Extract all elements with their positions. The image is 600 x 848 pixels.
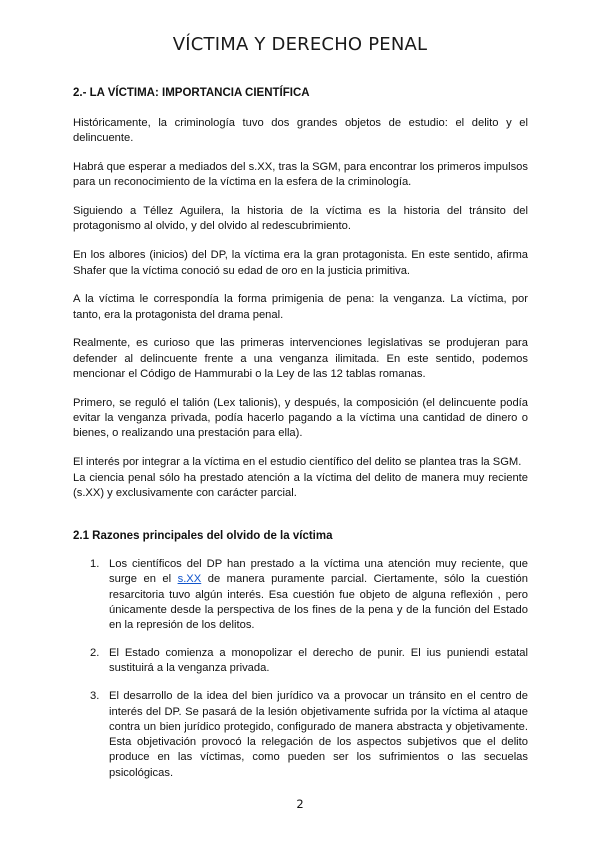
paragraph: En los albores (inicios) del DP, la víctima era la gran protagonista. En este sentido, afirma Shafer que la víctima conoció su edad de oro en la justicia primitiva. (73, 249, 528, 277)
paragraph: El interés por integrar a la víctima en el estudio científico del delito se plantea tras la SGM. (73, 456, 522, 469)
subsection-heading: 2.1 Razones principales del olvido de la víctima (73, 530, 333, 543)
paragraph: La ciencia penal sólo ha prestado atención a la víctima del delito de manera muy reciente (s.XX) y exclusivamente con carácter parcial. (73, 471, 528, 499)
page-number: 2 (296, 797, 304, 811)
document-body (73, 86, 528, 794)
paragraph: Siguiendo a Téllez Aguilera, la historia de la víctima es la historia del tránsito del protagonismo al olvido, y del olvido al redescubrimiento. (73, 205, 528, 233)
list-number: 3. (90, 690, 100, 703)
list-item-text (109, 557, 528, 633)
paragraph: Realmente, es curioso que las primeras intervenciones legislativas se produjeran para defender al delincuente frente a una venganza ilimitada. En este sentido, podemos mencionar el Código de Hammurabi o la Ley de las 12 tablas romanas. (73, 337, 528, 381)
list-item (73, 689, 528, 781)
list-item (73, 557, 528, 633)
paragraph: Primero, se reguló el talión (Lex talionis), y después, la composición (el delincuente podía evitar la venganza privada, podía hacerlo pagando a la víctima una cantidad de dinero o bienes, o realizando una prestación para ella). (73, 396, 528, 440)
list-number: 1. (90, 558, 100, 571)
section-heading: 2.- LA VÍCTIMA: IMPORTANCIA CIENTÍFICA (73, 87, 310, 99)
sxx-link[interactable]: s.XX (177, 573, 202, 586)
paragraph: Históricamente, la criminología tuvo dos grandes objetos de estudio: el delito y el delincuente. (73, 117, 528, 145)
paragraph: A la víctima le correspondía la forma primigenia de pena: la venganza. La víctima, por tanto, era la protagonista del drama penal. (73, 293, 528, 321)
paragraph: Habrá que esperar a mediados del s.XX, tras la SGM, para encontrar los primeros impulsos para un reconocimiento de la víctima en la esfera de la criminología. (73, 161, 528, 189)
list-item-text: El Estado comienza a monopolizar el derecho de punir. El ius puniendi estatal sustituirá a la venganza privada. (109, 647, 528, 675)
page-title: VÍCTIMA Y DERECHO PENAL (172, 34, 428, 55)
list-text-after: de manera puramente parcial. Ciertamente, sólo la cuestión resarcitoria tuvo algún interés. Esa cuestión fue objeto de alguna reflexión , pero únicamente desde la perspectiva de los fines de la pena y de la función del Estado en la represión de los delitos. (109, 573, 528, 632)
list-number: 2. (90, 647, 100, 660)
list-item-text: El desarrollo de la idea del bien jurídico va a provocar un tránsito en el centro de interés del DP. Se pasará de la lesión objetivamente sufrida por la víctima al ataque contra un bien jurídico protegido, configurado de manera abstracta y objetivamente. Esta objetivación provocó la relegación de los aspectos subjetivos que el delito produce en las víctimas, como pueden ser los sufrimientos o las secuelas psicológicas. (109, 690, 528, 779)
list-text-before: Los científicos del DP han prestado a la víctima una atención muy reciente, que surge en el (109, 558, 528, 586)
list-item (73, 646, 528, 677)
reasons-list (73, 557, 528, 781)
